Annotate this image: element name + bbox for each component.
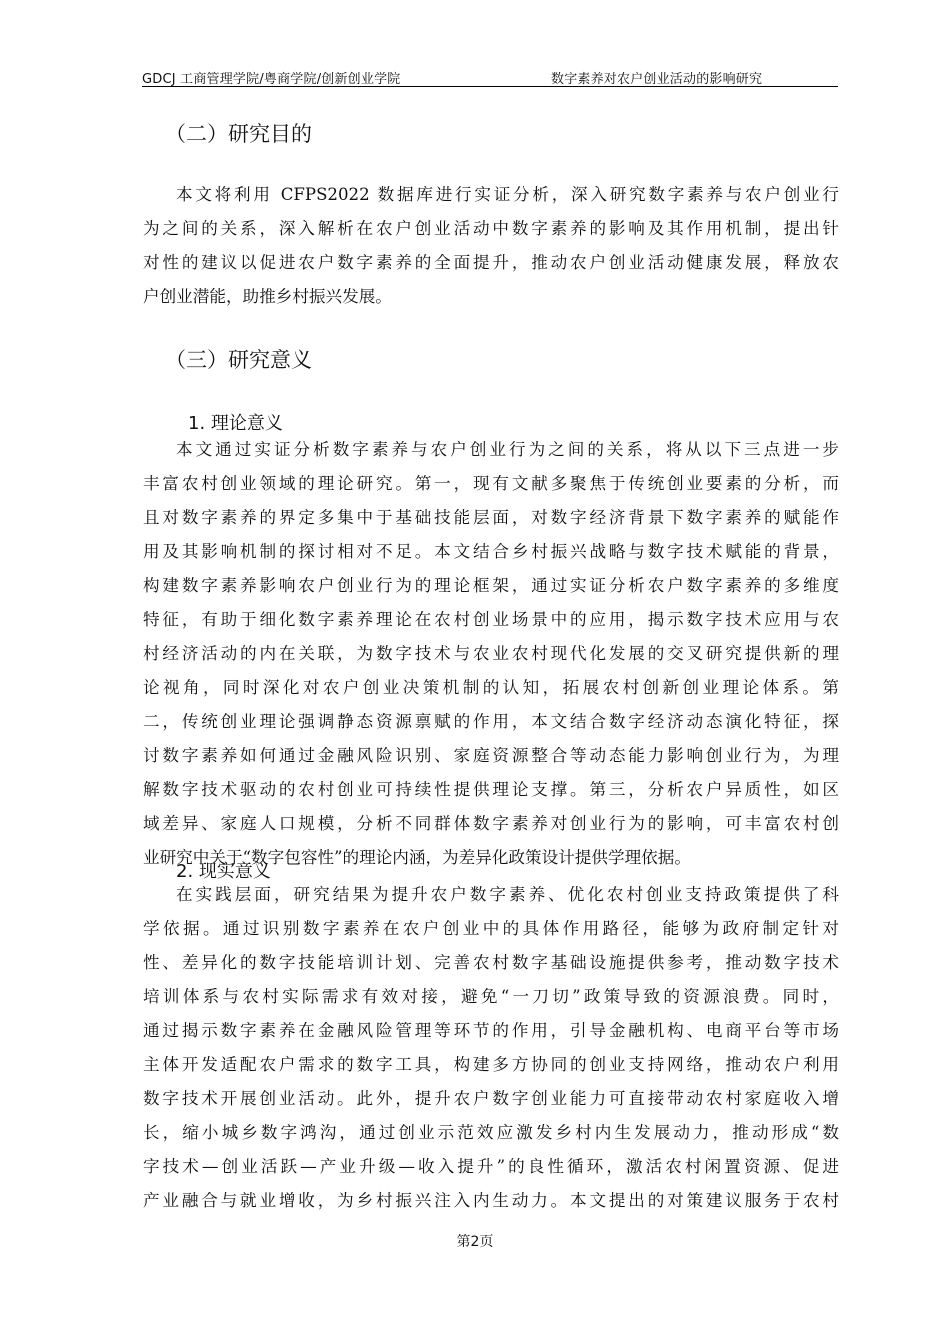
paragraph-line: 性、差异化的数字技能培训计划、完善农村数字基础设施提供参考，推动数字技术 (143, 953, 839, 972)
paragraph-line: 讨数字素养如何通过金融风险识别、家庭资源整合等动态能力影响创业行为，为理 (143, 746, 839, 765)
paragraph-line: 为之间的关系，深入解析在农户创业活动中数字素养的影响及其作用机制，提出针 (143, 219, 839, 238)
paragraph-line: 产业融合与就业增收，为乡村振兴注入内生动力。本文提出的对策建议服务于农村 (143, 1191, 839, 1210)
paragraph-line: 学依据。通过识别数字素养在农户创业中的具体作用路径，能够为政府制定针对 (143, 919, 839, 938)
paragraph-line: 用及其影响机制的探讨相对不足。本文结合乡村振兴战略与数字技术赋能的背景， (143, 542, 839, 561)
paragraph-line: 对性的建议以促进农户数字素养的全面提升，推动农户创业活动健康发展，释放农 (143, 253, 839, 272)
paragraph-line: 丰富农村创业领域的理论研究。第一，现有文献多聚焦于传统创业要素的分析，而 (143, 474, 839, 493)
section-title-purpose: （二）研究目的 (165, 122, 312, 146)
paragraph-line: 在实践层面，研究结果为提升农户数字素养、优化农村创业支持政策提供了科 (176, 885, 839, 904)
paragraph-line: 构建数字素养影响农户创业行为的理论框架，通过实证分析农户数字素养的多维度 (143, 576, 839, 595)
paragraph-line: 通过揭示数字素养在金融风险管理等环节的作用，引导金融机构、电商平台等市场 (143, 1021, 839, 1040)
paragraph-line: 域差异、家庭人口规模，分析不同群体数字素养对创业行为的影响，可丰富农村创 (143, 814, 839, 833)
paragraph-line: 本文通过实证分析数字素养与农户创业行为之间的关系，将从以下三点进一步 (176, 440, 839, 459)
paragraph-line: 村经济活动的内在关联，为数字技术与农业农村现代化发展的交叉研究提供新的理 (143, 644, 839, 663)
subsection-title-theory: 1. 理论意义 (188, 413, 283, 434)
paragraph-line: 且对数字素养的界定多集中于基础技能层面，对数字经济背景下数字素养的赋能作 (143, 508, 839, 527)
section-title-significance: （三）研究意义 (165, 348, 312, 372)
paragraph-line: 字技术—创业活跃—产业升级—收入提升”的良性循环，激活农村闲置资源、促进 (143, 1157, 839, 1176)
paragraph-line: 业研究中关于“数字包容性”的理论内涵，为差异化政策设计提供学理依据。 (143, 848, 691, 867)
paragraph-line: 主体开发适配农户需求的数字工具，构建多方协同的创业支持网络，推动农户利用 (143, 1055, 839, 1074)
paragraph-line: 长，缩小城乡数字鸿沟，通过创业示范效应激发乡村内生发展动力，推动形成“数 (143, 1123, 839, 1142)
page-number: 第2页 (456, 1234, 494, 1250)
header-paper-title: 数字素养对农户创业活动的影响研究 (551, 72, 763, 87)
paragraph-line: 二，传统创业理论强调静态资源禀赋的作用，本文结合数字经济动态演化特征，探 (143, 712, 839, 731)
subsection-title-practice: 2. 现实意义 (176, 861, 271, 882)
paragraph-line: 解数字技术驱动的农村创业可持续性提供理论支撑。第三，分析农户异质性，如区 (143, 780, 839, 799)
paragraph-line: 本文将利用 CFPS2022 数据库进行实证分析，深入研究数字素养与农户创业行 (176, 185, 839, 204)
running-header (142, 66, 838, 87)
paragraph-line: 数字技术开展创业活动。此外，提升农户数字创业能力可直接带动农村家庭收入增 (143, 1089, 839, 1108)
header-institution: GDCJ 工商管理学院/粤商学院/创新创业学院 (142, 72, 401, 87)
paragraph-line: 培训体系与农村实际需求有效对接，避免“一刀切”政策导致的资源浪费。同时， (143, 987, 839, 1006)
paragraph-line: 特征，有助于细化数字素养理论在农村创业场景中的应用，揭示数字技术应用与农 (143, 610, 839, 629)
paragraph-line: 户创业潜能，助推乡村振兴发展。 (143, 287, 392, 306)
paragraph-line: 论视角，同时深化对农户创业决策机制的认知，拓展农村创新创业理论体系。第 (143, 678, 839, 697)
